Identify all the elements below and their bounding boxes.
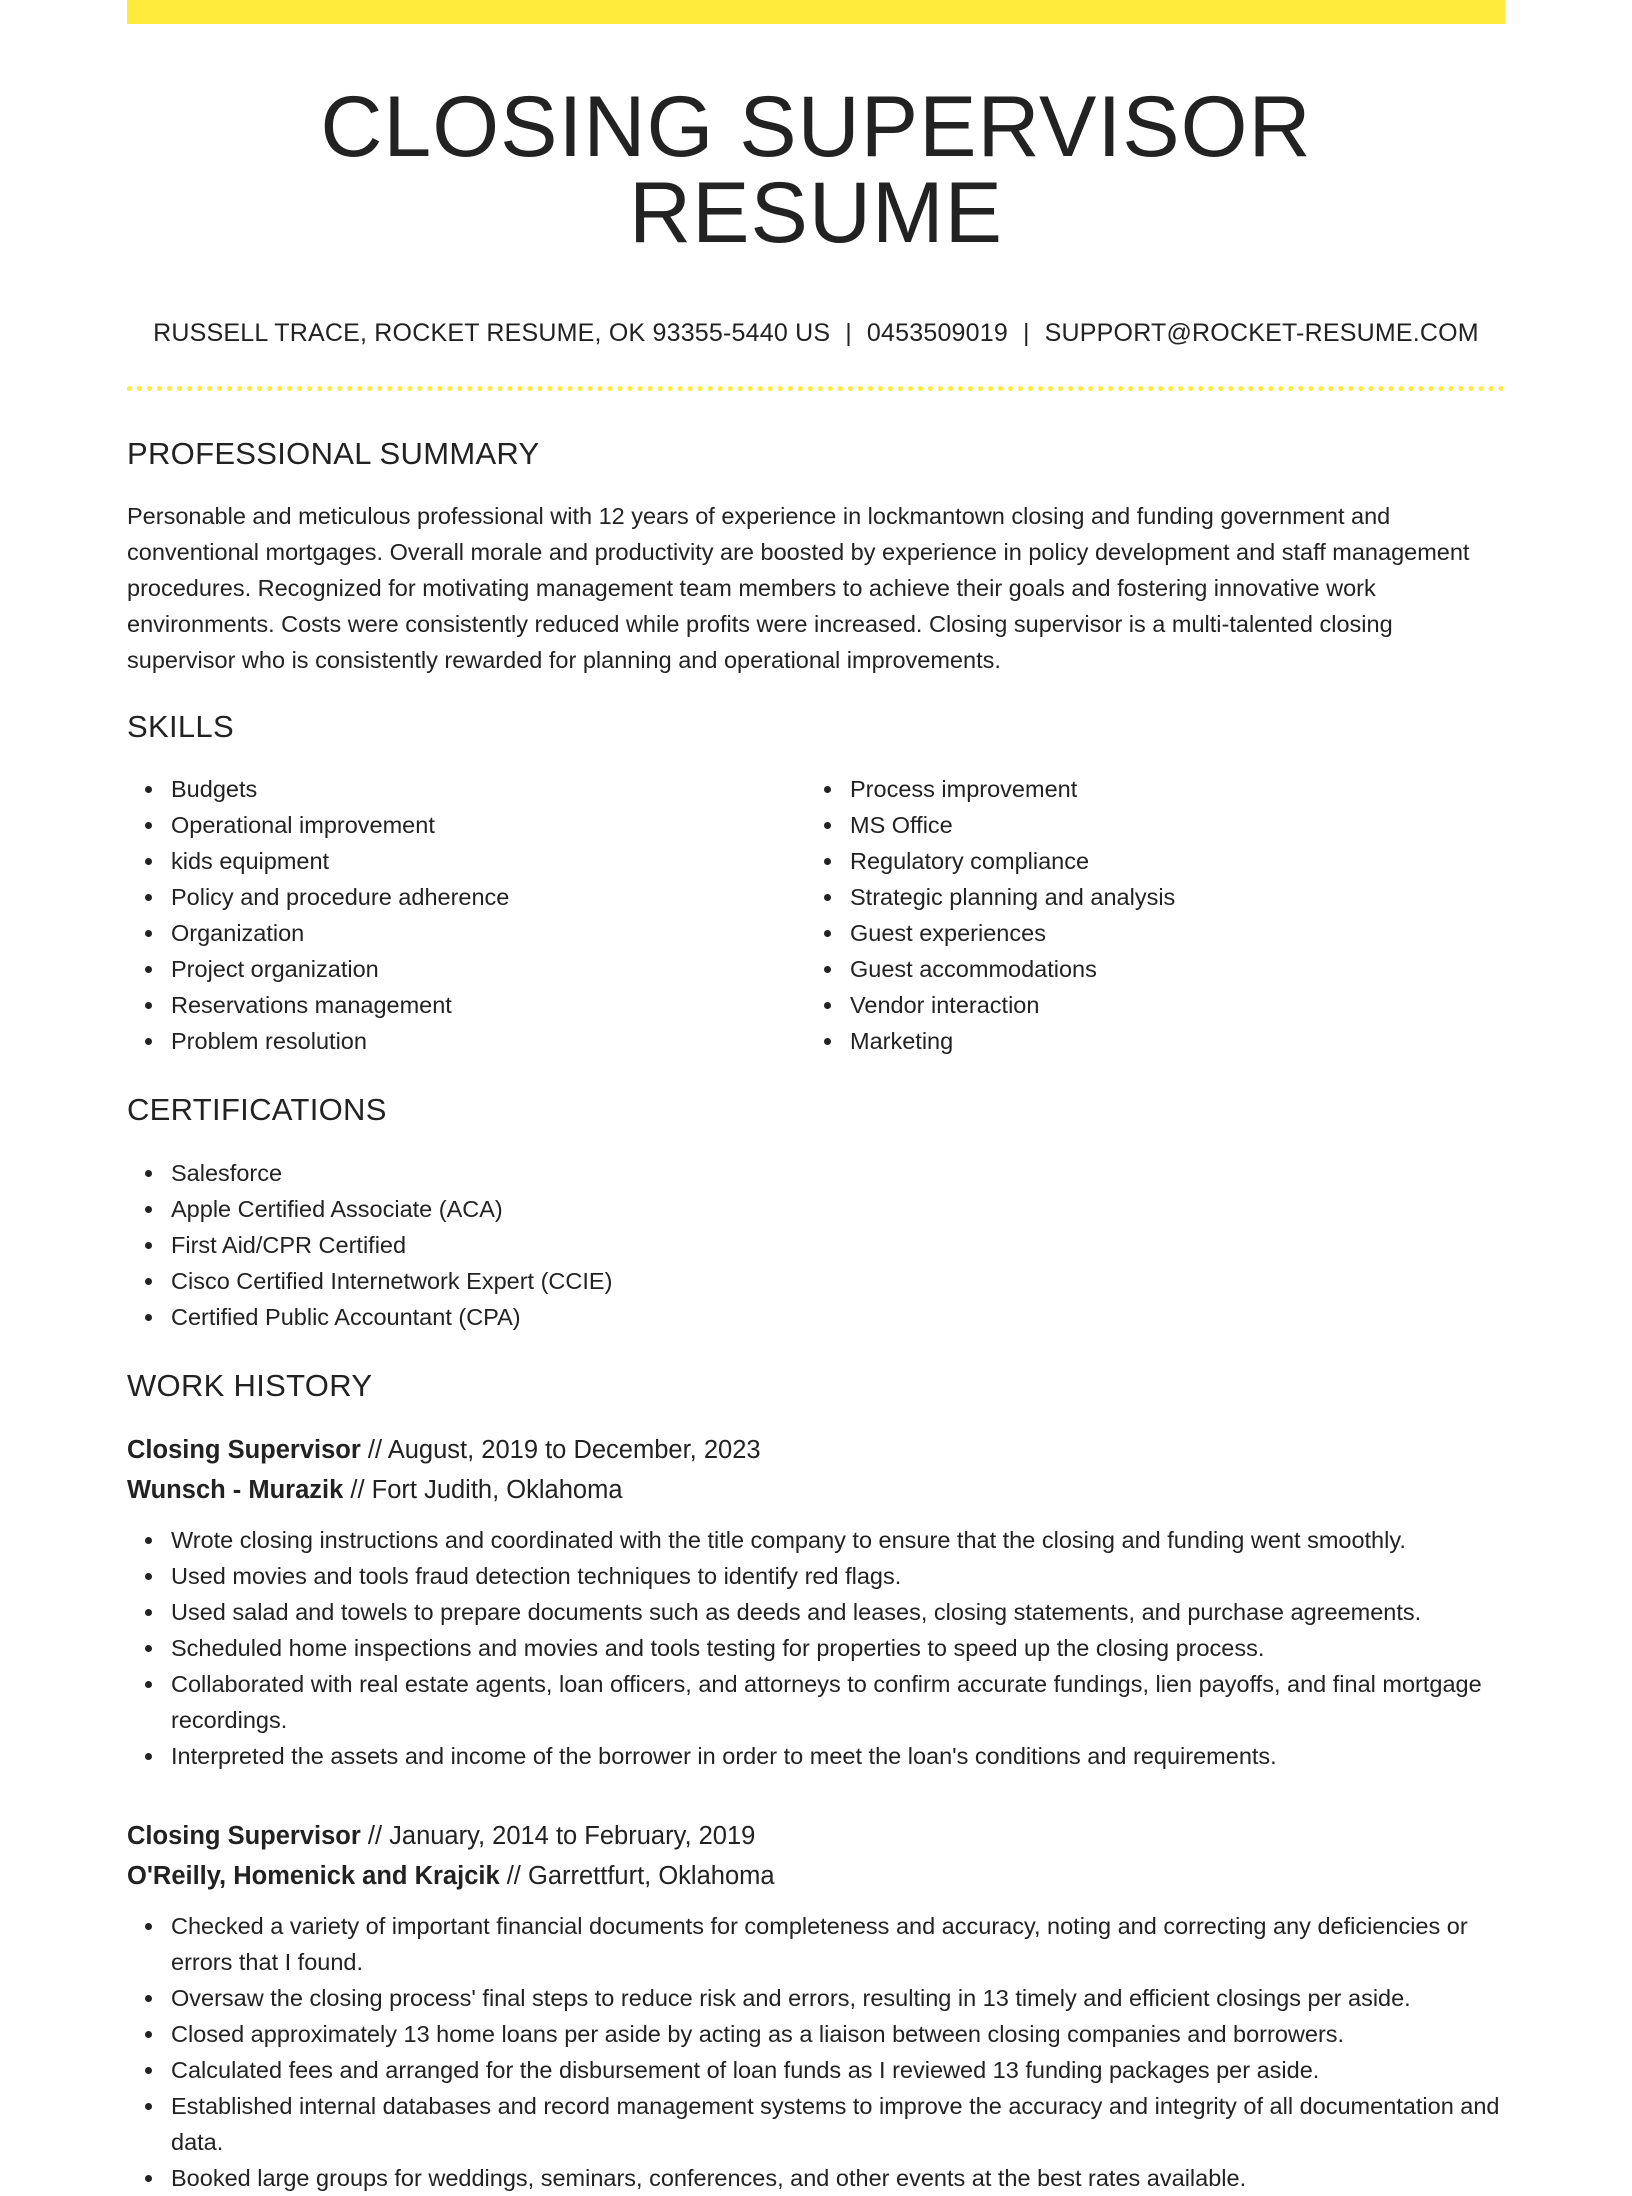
job-entry — [127, 1430, 1505, 1774]
certifications-section — [127, 1091, 1505, 1334]
job-bullet: Collaborated with real estate agents, loan officers, and attorneys to confirm accurate fundings, lien payoffs, and final mortgage recordings. — [171, 1666, 1505, 1738]
job-title-line — [127, 1430, 1505, 1470]
contact-separator: | — [845, 319, 852, 347]
job-bullet: Closed approximately 13 home loans per aside by acting as a liaison between closing companies and borrowers. — [171, 2016, 1505, 2052]
list-item: Problem resolution — [171, 1023, 806, 1059]
certifications-heading: CERTIFICATIONS — [127, 1092, 387, 1128]
job-bullets — [127, 1522, 1505, 1774]
list-item: Strategic planning and analysis — [850, 879, 1485, 915]
list-item: Project organization — [171, 951, 806, 987]
job-company-line — [127, 1470, 1505, 1510]
list-item: Guest experiences — [850, 915, 1485, 951]
list-item: Cisco Certified Internetwork Expert (CCIE) — [171, 1263, 1505, 1299]
skills-section — [127, 708, 1505, 1059]
contact-email: SUPPORT@ROCKET-RESUME.COM — [1044, 319, 1479, 347]
job-bullet: Established internal databases and record management systems to improve the accuracy and integrity of all documentation and data. — [171, 2088, 1505, 2160]
summary-heading: PROFESSIONAL SUMMARY — [127, 436, 540, 471]
job-bullet: Oversaw the closing process' final steps to reduce risk and errors, resulting in 13 timely and efficient closings per aside. — [171, 1980, 1505, 2016]
resume-page — [127, 0, 1505, 2196]
job-bullet: Booked large groups for weddings, seminars, conferences, and other events at the best rates available. — [171, 2160, 1505, 2196]
job-title: Closing Supervisor — [127, 1821, 361, 1850]
job-bullet: Interpreted the assets and income of the borrower in order to meet the loan's conditions and requirements. — [171, 1738, 1505, 1774]
accent-bar — [127, 0, 1505, 24]
dotted-divider — [127, 386, 1505, 391]
page-title: CLOSING SUPERVISOR RESUME — [320, 79, 1312, 261]
summary-section — [127, 435, 1505, 678]
list-item: Process improvement — [850, 771, 1485, 807]
job-bullet: Checked a variety of important financial documents for completeness and accuracy, noting and correcting any deficiencies or errors that I found. — [171, 1908, 1505, 1980]
work-history-heading: WORK HISTORY — [127, 1367, 373, 1403]
job-bullet: Scheduled home inspections and movies and tools testing for properties to speed up the closing process. — [171, 1630, 1505, 1666]
list-item: First Aid/CPR Certified — [171, 1227, 1505, 1263]
summary-text: Personable and meticulous professional with 12 years of experience in lockmantown closing and funding government and conventional mortgages. Overall morale and productivity are boosted by experience in policy development and staff management procedures. Recognized for motivating management team members to achieve their goals and fostering innovative work environments. Costs were consistently reduced while profits were increased. Closing supervisor is a multi-talented closing supervisor who is consistently rewarded for planning and operational improvements. — [127, 503, 1470, 674]
work-history-section — [127, 1367, 1505, 2196]
list-item: Marketing — [850, 1023, 1485, 1059]
contact-phone: 0453509019 — [866, 319, 1008, 347]
list-item: Vendor interaction — [850, 987, 1485, 1023]
list-item: Certified Public Accountant (CPA) — [171, 1299, 1505, 1335]
list-item: Reservations management — [171, 987, 806, 1023]
skills-column-left — [127, 771, 806, 1059]
job-bullet: Wrote closing instructions and coordinated with the title company to ensure that the closing and funding went smoothly. — [171, 1522, 1505, 1558]
list-item: Budgets — [171, 771, 806, 807]
list-item: Salesforce — [171, 1155, 1505, 1191]
list-item: MS Office — [850, 807, 1485, 843]
skills-list-right — [806, 771, 1485, 1059]
contact-line — [127, 318, 1505, 348]
job-dates: // January, 2014 to February, 2019 — [360, 1821, 756, 1850]
job-company: O'Reilly, Homenick and Krajcik — [127, 1861, 500, 1890]
contact-separator: | — [1022, 319, 1030, 347]
skills-columns — [127, 771, 1505, 1059]
skills-heading: SKILLS — [127, 709, 234, 745]
job-bullet: Calculated fees and arranged for the disbursement of loan funds as I reviewed 13 funding packages per aside. — [171, 2052, 1505, 2088]
list-item: Operational improvement — [171, 807, 806, 843]
skills-list-left — [127, 771, 806, 1059]
job-company-line — [127, 1856, 1505, 1896]
job-company: Wunsch - Murazik — [127, 1475, 344, 1504]
list-item: Regulatory compliance — [850, 843, 1485, 879]
list-item: Organization — [171, 915, 806, 951]
list-item: kids equipment — [171, 843, 806, 879]
list-item: Guest accommodations — [850, 951, 1485, 987]
jobs-container — [127, 1430, 1505, 2196]
job-bullets — [127, 1908, 1505, 2196]
list-item: Policy and procedure adherence — [171, 879, 806, 915]
skills-column-right — [806, 771, 1485, 1059]
job-dates: // August, 2019 to December, 2023 — [360, 1435, 761, 1464]
job-bullet: Used salad and towels to prepare documents such as deeds and leases, closing statements, and purchase agreements. — [171, 1594, 1505, 1630]
job-location: // Garrettfurt, Oklahoma — [499, 1861, 775, 1890]
job-entry — [127, 1816, 1505, 2196]
certifications-list — [127, 1155, 1505, 1335]
job-bullet: Used movies and tools fraud detection techniques to identify red flags. — [171, 1558, 1505, 1594]
contact-address: RUSSELL TRACE, ROCKET RESUME, OK 93355-5440 US — [153, 319, 831, 347]
job-title: Closing Supervisor — [127, 1435, 361, 1464]
job-location: // Fort Judith, Oklahoma — [343, 1475, 623, 1504]
job-title-line — [127, 1816, 1505, 1856]
list-item: Apple Certified Associate (ACA) — [171, 1191, 1505, 1227]
